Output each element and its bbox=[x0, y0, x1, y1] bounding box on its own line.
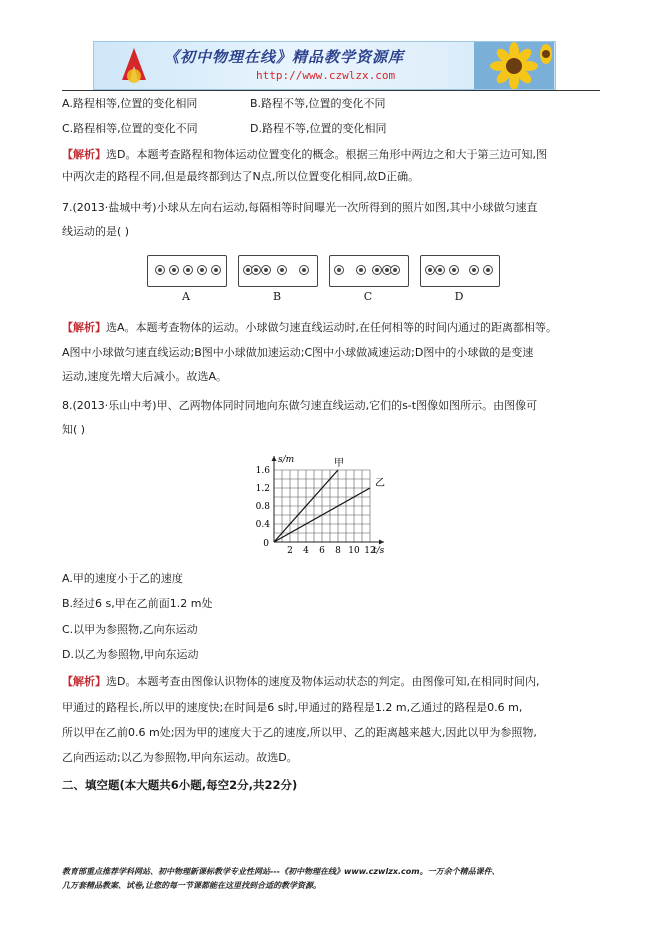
x-tick-label: 4 bbox=[303, 546, 309, 556]
logo-icon bbox=[116, 46, 152, 84]
section-heading: 二、填空题(本大题共6小题,每空2分,共22分) bbox=[62, 778, 298, 792]
q7-stem-line-1: 7.(2013·盐城中考)小球从左向右运动,每隔相等时间曝光一次所得到的照片如图,其中小球做匀速直 bbox=[62, 201, 538, 214]
q7-analysis-line-2: A图中小球做匀速直线运动;B图中小球做加速运动;C图中小球做减速运动;D图中的小球做的是变速 bbox=[62, 346, 534, 359]
st-graph bbox=[240, 450, 410, 560]
header-rule bbox=[62, 90, 600, 91]
q6-option-c: C.路程相等,位置的变化不同 bbox=[62, 122, 198, 135]
origin-label: 0 bbox=[263, 539, 269, 549]
q7-figure-d bbox=[420, 255, 500, 287]
x-axis-label: t/s bbox=[373, 546, 385, 556]
y-tick-label: 0.4 bbox=[255, 520, 270, 530]
sunflower-icon bbox=[474, 42, 554, 89]
q6-analysis-line-1: 【解析】选D。本题考查路程和物体运动位置变化的概念。根据三角形中两边之和大于第三边可知,图 bbox=[62, 148, 547, 161]
y-tick-label: 0.8 bbox=[255, 502, 270, 512]
header-banner bbox=[93, 41, 556, 90]
analysis-tag: 【解析】 bbox=[62, 148, 106, 161]
q8-option-d: D.以乙为参照物,甲向东运动 bbox=[62, 648, 199, 661]
x-tick-label: 6 bbox=[319, 546, 325, 556]
q6-analysis-line-2: 中两次走的路程不同,但是最终都到达了N点,所以位置变化相同,故D正确。 bbox=[62, 170, 420, 183]
y-axis-arrow bbox=[272, 456, 277, 461]
q8-analysis-line-2: 甲通过的路程长,所以甲的速度快;在时间是6 s时,甲通过的路程是1.2 m,乙通过的路程是0.6 m, bbox=[62, 701, 523, 714]
q7-analysis-line-3: 运动,速度先增大后减小。故选A。 bbox=[62, 370, 228, 383]
q6-option-d: D.路程不等,位置的变化相同 bbox=[250, 122, 387, 135]
q8-analysis-line-4: 乙向西运动;以乙为参照物,甲向东运动。故选D。 bbox=[62, 751, 298, 764]
q7-figure-c bbox=[329, 255, 409, 287]
q8-option-b: B.经过6 s,甲在乙前面1.2 m处 bbox=[62, 597, 213, 610]
x-tick-label: 12 bbox=[364, 546, 376, 556]
y-tick-label: 1.2 bbox=[255, 484, 270, 494]
q6-option-a: A.路程相等,位置的变化相同 bbox=[62, 97, 198, 110]
q7-figure-a bbox=[147, 255, 227, 287]
y-axis-label: s/m bbox=[278, 455, 295, 465]
analysis-tag: 【解析】 bbox=[62, 675, 106, 688]
q7-label-c: C bbox=[363, 290, 373, 303]
analysis-tag: 【解析】 bbox=[62, 321, 106, 334]
q7-figure-b bbox=[238, 255, 318, 287]
x-axis-arrow bbox=[379, 540, 384, 545]
q8-analysis-line-3: 所以甲在乙前0.6 m处;因为甲的速度大于乙的速度,所以甲、乙的距离越来越大,因此以甲为参照物, bbox=[62, 726, 537, 739]
q7-stem-line-2: 线运动的是( ) bbox=[62, 225, 130, 238]
q7-analysis-line-1: 【解析】选A。本题考查物体的运动。小球做匀速直线运动时,在任何相等的时间内通过的距离都相等。 bbox=[62, 321, 558, 334]
q7-label-a: A bbox=[182, 290, 190, 303]
q8-stem-line-2: 知( ) bbox=[62, 423, 86, 436]
q7-label-d: D bbox=[454, 290, 464, 303]
banner-url[interactable]: http://www.czwlzx.com bbox=[256, 69, 396, 82]
x-tick-label: 2 bbox=[287, 546, 293, 556]
q7-label-b: B bbox=[272, 290, 282, 303]
series-label-1: 乙 bbox=[375, 478, 385, 489]
footer-line-2: 几万套精品教案、试卷,让您的每一节课都能在这里找到合适的教学资源。 bbox=[62, 881, 322, 890]
q8-stem-line-1: 8.(2013·乐山中考)甲、乙两物体同时同地向东做匀速直线运动,它们的s-t图像如图所示。由图像可 bbox=[62, 399, 538, 412]
q8-option-c: C.以甲为参照物,乙向东运动 bbox=[62, 623, 198, 636]
footer-line-1: 教育部重点推荐学科网站、初中物理新课标教学专业性网站---《初中物理在线》www.czwlzx.com。一万余个精品课件、 bbox=[62, 867, 500, 876]
y-tick-label: 1.6 bbox=[255, 466, 270, 476]
banner-title: 《初中物理在线》精品教学资源库 bbox=[164, 48, 405, 66]
q6-option-b: B.路程不等,位置的变化不同 bbox=[250, 97, 386, 110]
q8-analysis-line-1: 【解析】选D。本题考查由图像认识物体的速度及物体运动状态的判定。由图像可知,在相同时间内, bbox=[62, 675, 540, 688]
series-label-0: 甲 bbox=[334, 458, 344, 469]
q8-option-a: A.甲的速度小于乙的速度 bbox=[62, 572, 183, 585]
x-tick-label: 8 bbox=[335, 546, 341, 556]
x-tick-label: 10 bbox=[348, 546, 360, 556]
